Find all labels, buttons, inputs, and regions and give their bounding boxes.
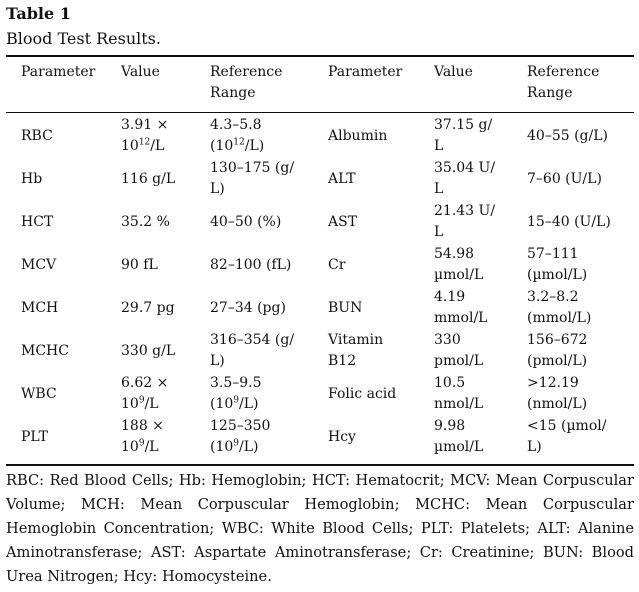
cell-line: 6.62 ×	[121, 375, 169, 391]
cell-parameter: Cr	[328, 257, 346, 273]
cell-value: 35.2 %	[121, 214, 170, 230]
table-footnote: RBC: Red Blood Cells; Hb: Hemoglobin; HCT: Hematocrit; MCV: Mean Corpuscular Volume; MCH: Mean Corpuscular Hemoglobin; MCHC: Mean Corpuscular Hemoglobin Concentration; WBC: White Blood Cells; PLT: Platelets; ALT: Alanine Aminotransferase; AST: Aspartate Aminotransferase; Cr: Creatinine; BUN: Blood Urea Nitrogen; Hcy: Homocysteine.	[6, 472, 634, 585]
cell-line: 9.98	[434, 418, 466, 434]
cell-line: (mmol/L)	[527, 310, 592, 326]
cell-parameter: Hcy	[328, 429, 356, 445]
cell-reference-range: 40–55 (g/L)	[527, 128, 608, 144]
table-title: Table 1	[6, 4, 71, 23]
unit-exponent: 12	[233, 137, 245, 148]
cell-reference-range: 82–100 (fL)	[210, 257, 292, 273]
cell-value	[434, 416, 483, 458]
cell-line: 316–354 (g/	[210, 332, 295, 348]
cell-line: Vitamin	[328, 332, 384, 348]
cell-line: 330	[434, 332, 461, 348]
cell-reference-range: 7–60 (U/L)	[527, 171, 602, 187]
unit-exponent: 9	[138, 438, 145, 449]
header-parameter-2: Parameter	[328, 64, 403, 80]
header-range-line: Range	[210, 85, 256, 101]
cell-line: >12.19	[527, 375, 579, 391]
cell-line: L)	[527, 439, 542, 455]
cell-value	[434, 158, 495, 200]
unit-base: (10	[210, 138, 234, 154]
unit-base: 10	[121, 396, 139, 412]
cell-value	[434, 244, 483, 286]
unit-base: (10	[210, 439, 234, 455]
cell-value	[434, 373, 483, 415]
table-row	[0, 201, 639, 244]
table-row	[0, 244, 639, 287]
cell-parameter: RBC	[21, 128, 53, 144]
cell-line	[210, 394, 262, 415]
cell-parameter: MCH	[21, 300, 59, 316]
unit-base: 10	[121, 138, 139, 154]
cell-value	[121, 416, 164, 458]
cell-line: (nmol/L)	[527, 396, 588, 412]
cell-line	[121, 437, 164, 458]
cell-line: 21.43 U/	[434, 203, 496, 219]
header-parameter-1: Parameter	[21, 64, 96, 80]
unit-base: (10	[210, 396, 234, 412]
unit-base: 10	[121, 439, 139, 455]
cell-value: 116 g/L	[121, 171, 176, 187]
cell-reference-range	[527, 330, 587, 372]
header-reference-range-2	[527, 62, 599, 104]
header-rule	[6, 112, 634, 113]
cell-reference-range: 27–34 (pg)	[210, 300, 286, 316]
cell-value	[434, 330, 483, 372]
cell-line: L)	[210, 181, 225, 197]
cell-line: (pmol/L)	[527, 353, 588, 369]
header-value-1: Value	[121, 64, 160, 80]
cell-parameter: AST	[328, 214, 358, 230]
cell-parameter: MCHC	[21, 343, 69, 359]
unit-exponent: 12	[138, 137, 151, 148]
cell-parameter: HCT	[21, 214, 54, 230]
cell-parameter: ALT	[328, 171, 356, 187]
cell-line: 54.98	[434, 246, 475, 262]
cell-parameter: Folic acid	[328, 386, 397, 402]
table-caption: Blood Test Results.	[6, 29, 161, 48]
header-reference-line: Reference	[210, 64, 283, 80]
cell-line: 10.5	[434, 375, 466, 391]
cell-line	[121, 394, 168, 415]
cell-value	[434, 287, 487, 329]
cell-line: mmol/L	[434, 310, 488, 326]
cell-parameter: WBC	[21, 386, 57, 402]
cell-line: 188 ×	[121, 418, 164, 434]
cell-line: 3.91 ×	[121, 117, 169, 133]
cell-line: pmol/L	[434, 353, 484, 369]
cell-line	[210, 136, 264, 157]
table-row	[0, 158, 639, 201]
cell-line: 125–350	[210, 418, 271, 434]
unit-suffix: /L)	[239, 396, 259, 412]
cell-reference-range: 15–40 (U/L)	[527, 214, 611, 230]
header-value-2: Value	[434, 64, 473, 80]
unit-exponent: 9	[233, 438, 240, 449]
bottom-rule	[6, 464, 634, 466]
cell-reference-range	[210, 416, 270, 458]
cell-parameter	[328, 330, 383, 372]
cell-parameter: Hb	[21, 171, 43, 187]
cell-line: L	[434, 181, 444, 197]
cell-line: 37.15 g/	[434, 117, 493, 133]
cell-line: 57–111	[527, 246, 579, 262]
cell-line: <15 (µmol/	[527, 418, 607, 434]
cell-value	[121, 373, 168, 415]
cell-reference-range	[210, 158, 294, 200]
unit-suffix: /L)	[239, 439, 259, 455]
cell-reference-range	[527, 416, 606, 458]
unit-exponent: 9	[233, 395, 240, 406]
cell-line: µmol/L	[434, 439, 484, 455]
table-row	[0, 115, 639, 158]
table-row	[0, 373, 639, 416]
cell-line: B12	[328, 353, 357, 369]
cell-line: L)	[210, 353, 225, 369]
table-row	[0, 330, 639, 373]
top-rule	[6, 55, 634, 57]
cell-value	[434, 201, 495, 243]
cell-line: 35.04 U/	[434, 160, 496, 176]
unit-suffix: /L	[150, 138, 165, 154]
cell-line: L	[434, 224, 444, 240]
cell-line: 3.2–8.2	[527, 289, 579, 305]
cell-line: 4.19	[434, 289, 466, 305]
unit-suffix: /L	[144, 439, 159, 455]
cell-line: 156–672	[527, 332, 588, 348]
cell-line: 130–175 (g/	[210, 160, 295, 176]
cell-parameter: Albumin	[328, 128, 388, 144]
unit-suffix: /L)	[244, 138, 265, 154]
cell-reference-range	[210, 373, 262, 415]
cell-reference-range: 40–50 (%)	[210, 214, 282, 230]
cell-value	[434, 115, 492, 157]
cell-parameter: BUN	[328, 300, 363, 316]
unit-suffix: /L	[144, 396, 159, 412]
header-reference-range-1	[210, 62, 282, 104]
cell-line	[121, 136, 168, 157]
cell-reference-range	[210, 330, 294, 372]
cell-line: 3.5–9.5	[210, 375, 262, 391]
table-row	[0, 416, 639, 459]
cell-parameter: PLT	[21, 429, 48, 445]
cell-line: L	[434, 138, 444, 154]
header-range-line: Range	[527, 85, 573, 101]
cell-value: 29.7 pg	[121, 300, 175, 316]
cell-value: 90 fL	[121, 257, 158, 273]
cell-reference-range	[210, 115, 264, 157]
cell-line: nmol/L	[434, 396, 484, 412]
cell-line	[210, 437, 270, 458]
cell-line: 4.3–5.8	[210, 117, 262, 133]
cell-line: (µmol/L)	[527, 267, 588, 283]
table-row	[0, 287, 639, 330]
cell-reference-range	[527, 244, 587, 286]
cell-line: µmol/L	[434, 267, 484, 283]
cell-parameter: MCV	[21, 257, 57, 273]
cell-reference-range	[527, 287, 591, 329]
cell-reference-range	[527, 373, 587, 415]
cell-value: 330 g/L	[121, 343, 176, 359]
cell-value	[121, 115, 168, 157]
unit-exponent: 9	[138, 395, 145, 406]
header-reference-line: Reference	[527, 64, 600, 80]
